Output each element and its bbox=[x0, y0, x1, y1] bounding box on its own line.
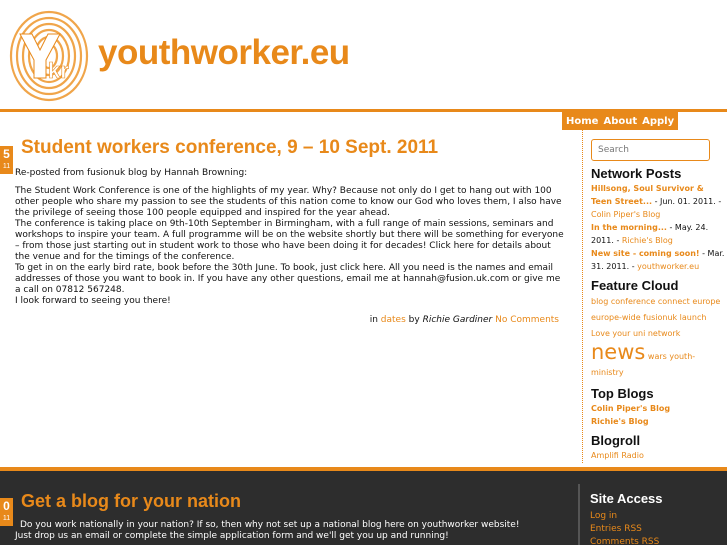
post-intro: Re-posted from fusionuk blog by Hannah Browning: bbox=[15, 168, 248, 178]
tag-links[interactable]: blog conference connect europe europe-wide fusionuk launch Love your uni network bbox=[591, 297, 721, 338]
post-title[interactable]: Student workers conference, 9 – 10 Sept. 2011 bbox=[21, 137, 439, 158]
main-nav bbox=[562, 112, 678, 130]
feature-cloud-heading: Feature Cloud bbox=[591, 278, 679, 293]
footer-body-line: Just drop us an email or complete the simple application form and we'll get you up and running! bbox=[15, 531, 449, 541]
svg-text:kr: kr bbox=[48, 58, 69, 83]
tag-news[interactable]: news bbox=[591, 340, 646, 364]
post-date-day: 5 bbox=[3, 147, 10, 161]
post-date-month: 11 bbox=[2, 163, 11, 170]
footer-date-tab bbox=[0, 498, 13, 526]
comments-link[interactable]: No Comments bbox=[495, 315, 559, 325]
author-name: Richie Gardiner bbox=[422, 315, 493, 325]
site-access bbox=[590, 491, 663, 545]
comments-rss-link[interactable]: Comments RSS bbox=[590, 537, 660, 545]
footer-date-month: 11 bbox=[2, 515, 11, 522]
network-post-link[interactable]: New site - coming soon! bbox=[591, 249, 700, 258]
blogroll-link[interactable]: Amplifi Radio bbox=[591, 451, 644, 460]
network-post-link[interactable]: In the morning... bbox=[591, 223, 667, 232]
entries-rss-link[interactable]: Entries RSS bbox=[590, 524, 642, 534]
network-posts-heading: Network Posts bbox=[591, 166, 682, 181]
login-link[interactable]: Log in bbox=[590, 511, 618, 521]
network-post-date: - Jun. 01. 2011. - bbox=[652, 197, 722, 206]
site-logo[interactable] bbox=[6, 6, 92, 102]
blogroll-heading: Blogroll bbox=[591, 433, 641, 448]
network-post-item bbox=[591, 221, 727, 247]
category-link[interactable]: dates bbox=[380, 315, 406, 325]
nav-apply[interactable]: Apply bbox=[642, 115, 675, 127]
footer-date-day: 0 bbox=[3, 499, 10, 513]
top-blog-link[interactable]: Richie's Blog bbox=[591, 417, 649, 426]
network-post-source[interactable]: Colin Piper's Blog bbox=[591, 210, 661, 219]
sidebar bbox=[582, 130, 727, 463]
network-post-source[interactable]: Richie's Blog bbox=[621, 236, 673, 245]
network-post-date: - May. 24. 2011. - bbox=[591, 223, 709, 245]
post-paragraph: I look forward to seeing you there! bbox=[15, 296, 171, 306]
site-access-heading: Site Access bbox=[590, 491, 663, 506]
post-paragraph: To get in on the early bird rate, book before the 30th June. To book, just click here. All you need is the names and email addresses of those you want to book in. If you have any other questions, email me at hannah@fusion.uk.com or give me a call on 07812 567248. bbox=[15, 263, 561, 295]
network-post-date: - Mar. 31. 2011. - bbox=[591, 249, 725, 271]
post-body bbox=[15, 168, 567, 307]
network-post-link[interactable]: Hillsong, Soul Survivor & Teen Street... bbox=[591, 184, 704, 206]
post-paragraph: The conference is taking place on 9th-10th September in Birmingham, with a full range of main sessions, seminars and workshops to inspire your team. A full programme will be on the website shortly but there will be something for everyone – from those just starting out in student work to those who have been doing it for decades! Click here for details about the venue and for the timings of the conference. bbox=[15, 219, 564, 262]
nav-home[interactable]: Home bbox=[566, 115, 599, 127]
network-post-item bbox=[591, 247, 727, 273]
site-header bbox=[0, 0, 727, 110]
post-meta bbox=[370, 315, 559, 325]
nav-about[interactable]: About bbox=[603, 115, 638, 127]
meta-by-label: by bbox=[408, 315, 420, 325]
post-date-tab bbox=[0, 146, 13, 174]
tag-links[interactable]: wars youth-ministry bbox=[591, 352, 696, 377]
footer-body bbox=[15, 520, 565, 542]
site-title[interactable]: youthworker.eu bbox=[98, 33, 350, 72]
network-post-item bbox=[591, 182, 727, 221]
post-paragraph: The Student Work Conference is one of the highlights of my year. Why? Because not only do I get to hang out with 100 other people who share my passion to see the students of this nation come to know our God who loves them, I also have the privilege of seeing those 100 people equipped and inspired for the year ahead. bbox=[15, 186, 562, 218]
tag-cloud bbox=[591, 294, 727, 381]
meta-in-label: in bbox=[369, 315, 378, 325]
search-input[interactable]: Search bbox=[591, 139, 710, 161]
top-blogs-heading: Top Blogs bbox=[591, 386, 654, 401]
footer-body-line: Do you work nationally in your nation? If so, then why not set up a national blog here on youthworker website! bbox=[20, 520, 520, 530]
top-blog-link[interactable]: Colin Piper's Blog bbox=[591, 404, 671, 413]
footer-title[interactable]: Get a blog for your nation bbox=[21, 491, 241, 511]
network-post-source[interactable]: youthworker.eu bbox=[637, 262, 700, 271]
footer-divider bbox=[578, 484, 580, 545]
